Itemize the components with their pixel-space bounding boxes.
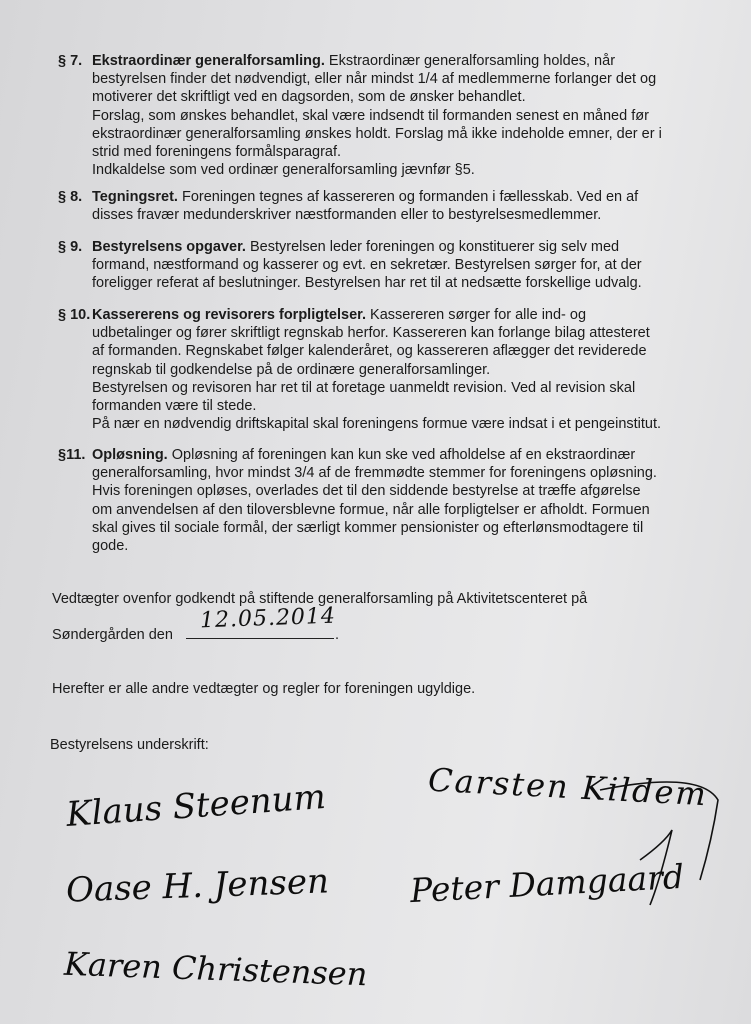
section-line: formanden være til stede. [92, 398, 257, 415]
section-heading: Tegningsret. [92, 189, 178, 205]
section-line: af formanden. Regnskabet følger kalenderåret, og kassereren aflægger det reviderede [92, 343, 647, 360]
signature-2: Carsten Kildem [427, 760, 709, 814]
section-line: Forslag, som ønskes behandlet, skal være indsendt til formanden senest en måned før [92, 107, 649, 124]
section-heading: Bestyrelsens opgaver. [92, 239, 246, 255]
section-line: generalforsamling, hvor mindst 3/4 af de fremmødte stemmer for foreningens opløsning. [92, 465, 657, 482]
section-line: Indkaldelse som ved ordinær generalforsamling jævnfør §5. [92, 162, 475, 179]
section-line: regnskab til godkendelse på de ordinære generalforsamlinger. [92, 361, 491, 378]
flourish-stroke [640, 830, 672, 905]
section-line: Bestyrelsen og revisoren har ret til at foretage uanmeldt revision. Ved al revision skal [92, 379, 636, 396]
approval-place-text: Søndergården den [52, 627, 173, 643]
section-line: formand, næstformand og kasserer og evt. en sekretær. Bestyrelsen sørger for, at der [92, 257, 642, 274]
section-line: strid med foreningens formålsparagraf. [92, 144, 342, 161]
section-line: foreligger referat af beslutninger. Bestyrelsen har ret til at nedsætte forskellige udvalg. [92, 275, 642, 292]
section-line: På nær en nødvendig driftskapital skal foreningens formue være indsat i et pengeinstitut. [92, 416, 662, 433]
section-line: bestyrelsen finder det nødvendigt, eller når mindst 1/4 af medlemmerne forlanger det og [92, 71, 657, 88]
signature-5: Karen Christensen [63, 944, 368, 994]
section-line: Hvis foreningen opløses, overlades det til den siddende bestyrelse at træffe afgørelse [92, 483, 641, 500]
section-number: § 10. [58, 307, 91, 323]
section-number: § 8. [58, 189, 83, 205]
section-text: Kassereren sørger for alle ind- og [366, 307, 587, 323]
handwritten-date: 12.05.2014 [199, 603, 337, 634]
signature-4: Peter Damgaard [409, 856, 685, 911]
signature-3: Oase H. Jensen [65, 861, 330, 911]
section-line: om anvendelsen af den tiloversblevne formue, når alle forpligtelser er afholdt. Formuen [92, 501, 650, 518]
section-line: motiverer det skriftligt ved en dagsorden, som de ønsker behandlet. [92, 89, 526, 106]
section-number: §11. [58, 447, 86, 463]
section-heading: Opløsning. [92, 447, 168, 463]
section-text: Bestyrelsen leder foreningen og konstituerer sig selv med [245, 239, 620, 255]
section-heading: Ekstraordinær generalforsamling. [92, 53, 325, 69]
invalidation-text: Herefter er alle andre vedtægter og regler for foreningen ugyldige. [52, 681, 476, 697]
section-line: ekstraordinær generalforsamling ønskes holdt. Forslag må ikke indeholde emner, der er i [92, 125, 662, 142]
section-text: Opløsning af foreningen kan kun ske ved afholdelse af en ekstraordinær [167, 447, 636, 463]
section-line: skal gives til sociale formål, der særligt kommer pensionister og efterlønsmodtagere til [92, 519, 644, 536]
flourish-stroke [600, 782, 718, 880]
section-line: disses fravær medunderskriver næstformanden eller to bestyrelsesmedlemmer. [92, 207, 602, 224]
section-heading: Kassererens og revisorers forpligtelser. [92, 307, 367, 323]
section-line: gode. [92, 538, 129, 555]
section-line: udbetalinger og fører skriftligt regnskab herfor. Kassereren kan forlange bilag attesteret [92, 325, 650, 342]
section-text: Foreningen tegnes af kassereren og formanden i fællesskab. Ved en af [177, 189, 639, 205]
signature-1: Klaus Steenum [64, 776, 328, 836]
approval-suffix: . [335, 627, 340, 643]
signature-label: Bestyrelsens underskrift: [50, 737, 209, 753]
section-number: § 9. [58, 239, 83, 255]
section-text: Ekstraordinær generalforsamling holdes, når [324, 53, 616, 69]
section-number: § 7. [58, 53, 83, 69]
approval-text: Vedtægter ovenfor godkendt på stiftende generalforsamling på Aktivitetscenteret på [52, 591, 588, 607]
